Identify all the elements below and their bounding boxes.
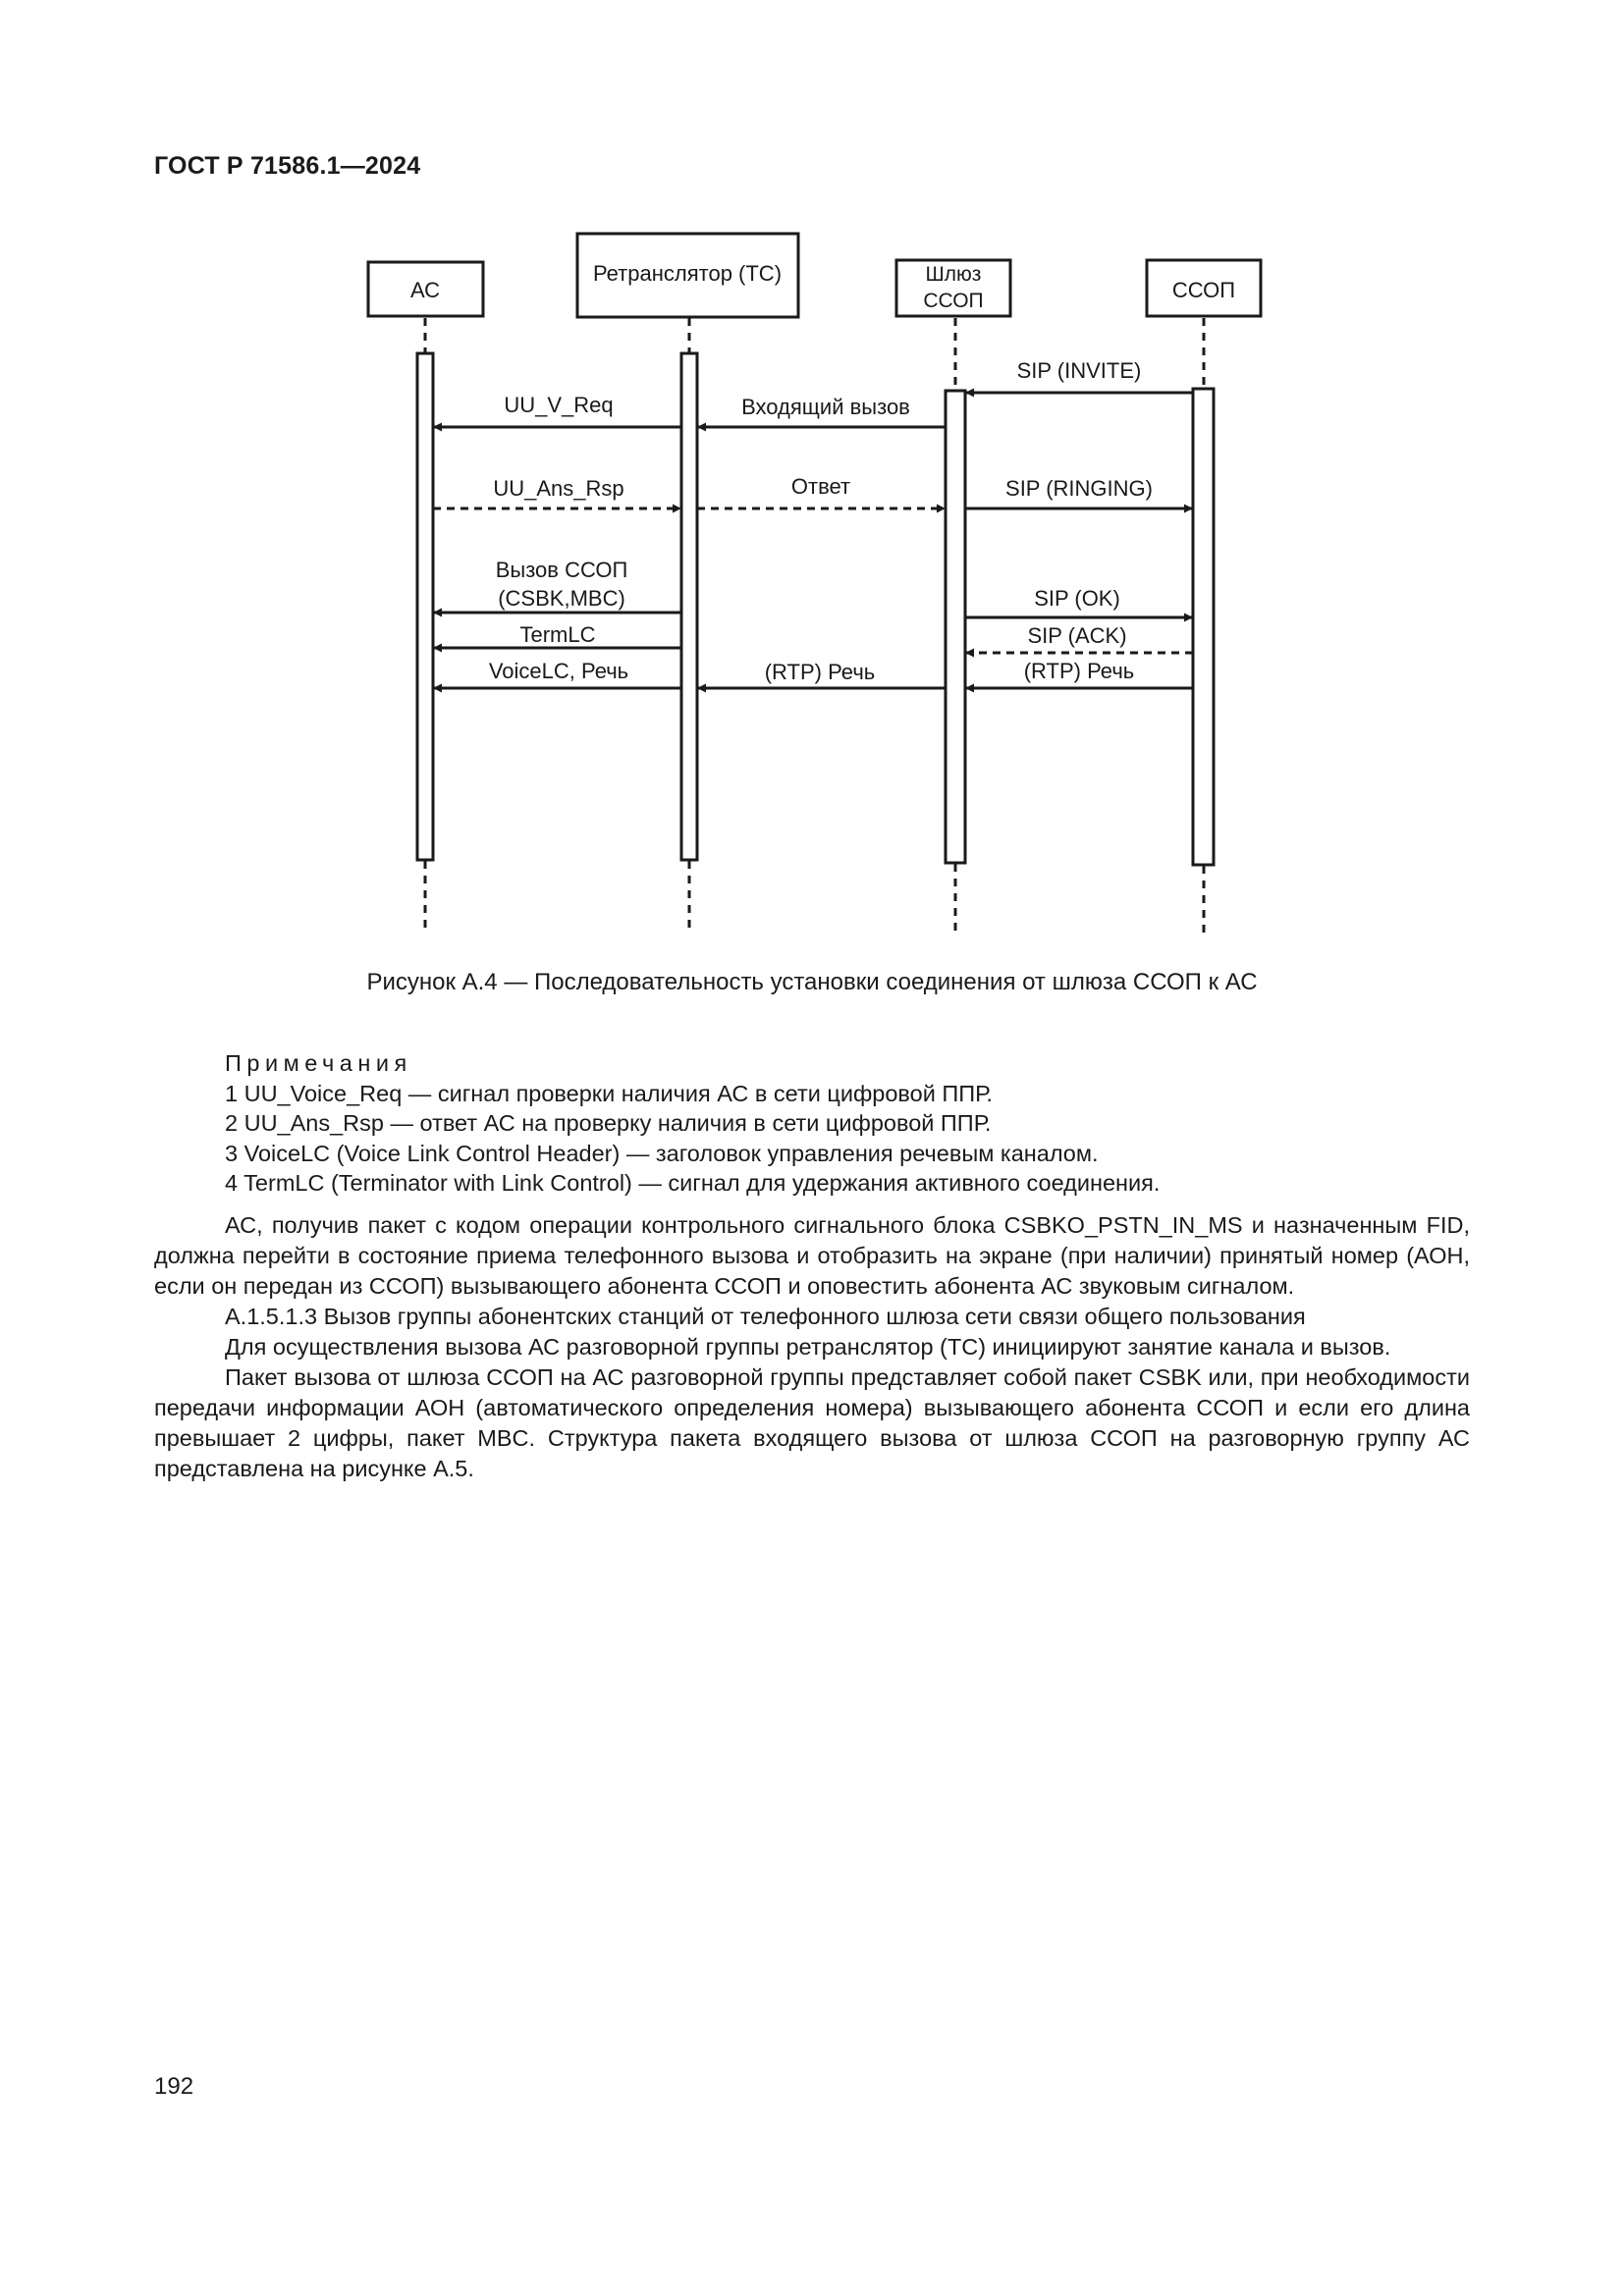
page-number: 192 — [154, 2073, 194, 2100]
message-label: Входящий вызов — [741, 395, 910, 419]
document-header: ГОСТ Р 71586.1—2024 — [154, 152, 421, 180]
body-paragraph: Пакет вызова от шлюза ССОП на АС разговорной группы представляет собой пакет CSBK или, при необходимости передачи информации АОН (автоматического определения номера) вызывающего абонента ССОП и если его длина превышает 2 цифры, пакет MBC. Структура пакета входящего вызова от шлюза ССОП на разговорную группу АС представлена на рисунке А.5. — [154, 1364, 1470, 1481]
participant-label: Шлюз — [925, 263, 982, 286]
message-label: Ответ — [790, 474, 851, 499]
body-paragraph: Для осуществления вызова АС разговорной группы ретранслятор (ТС) инициируют занятие канала и вызов. — [225, 1334, 1391, 1360]
activation-bar-as — [417, 353, 433, 860]
message-label: (RTP) Речь — [1023, 659, 1135, 683]
participant-pstn — [1147, 260, 1261, 316]
message-label: VoiceLC, Речь — [488, 659, 629, 683]
message-label: Вызов ССОП — [495, 558, 628, 582]
message-label: (CSBK,MBC) — [498, 586, 625, 611]
message-label: SIP (ACK) — [1027, 623, 1127, 648]
participant-as — [368, 262, 483, 316]
note-item: 3 VoiceLC (Voice Link Control Header) — заголовок управления речевым каналом. — [225, 1140, 1099, 1166]
participant-label: ССОП — [923, 290, 984, 312]
sequence-diagram — [0, 0, 1624, 962]
message-label: (RTP) Речь — [764, 660, 876, 684]
participant-repeater — [577, 234, 798, 317]
note-item: 2 UU_Ans_Rsp — ответ АС на проверку наличия в сети цифровой ППР. — [225, 1110, 992, 1136]
message-label: SIP (OK) — [1034, 586, 1120, 611]
notes-block — [225, 1048, 1160, 1199]
participant-label: ССОП — [1171, 278, 1236, 302]
figure-caption: Рисунок А.4 — Последовательность установки соединения от шлюза ССОП к АС — [366, 969, 1258, 995]
message-label: SIP (INVITE) — [1016, 358, 1142, 383]
participant-label: АС — [409, 278, 441, 302]
activation-bar-gateway — [946, 391, 965, 863]
note-item: 1 UU_Voice_Req — сигнал проверки наличия АС в сети цифровой ППР. — [225, 1080, 993, 1106]
note-item: 4 TermLC (Terminator with Link Control) — сигнал для удержания активного соединения. — [225, 1170, 1161, 1196]
participant-label: Ретранслятор (ТС) — [592, 261, 783, 286]
message-label: TermLC — [519, 622, 596, 647]
message-label: UU_Ans_Rsp — [493, 476, 624, 501]
message-label: UU_V_Req — [504, 393, 614, 417]
notes-title: Примечания — [225, 1050, 412, 1076]
participant-gateway — [896, 260, 1010, 316]
section-heading: А.1.5.1.3 Вызов группы абонентских станций от телефонного шлюза сети связи общего пользования — [225, 1304, 1306, 1329]
body-paragraph: АС, получив пакет с кодом операции контрольного сигнального блока CSBKO_PSTN_IN_MS и назначенным FID, должна перейти в состояние приема телефонного вызова и отобразить на экране (при наличии) принятый номер (АОН, если он передан из ССОП) вызывающего абонента ССОП и оповестить абонента АС звуковым сигналом. — [154, 1212, 1470, 1299]
activation-bar-repeater — [681, 353, 697, 860]
body-text — [154, 1210, 1470, 1484]
message-label: SIP (RINGING) — [1005, 476, 1153, 501]
activation-bar-pstn — [1193, 389, 1214, 865]
